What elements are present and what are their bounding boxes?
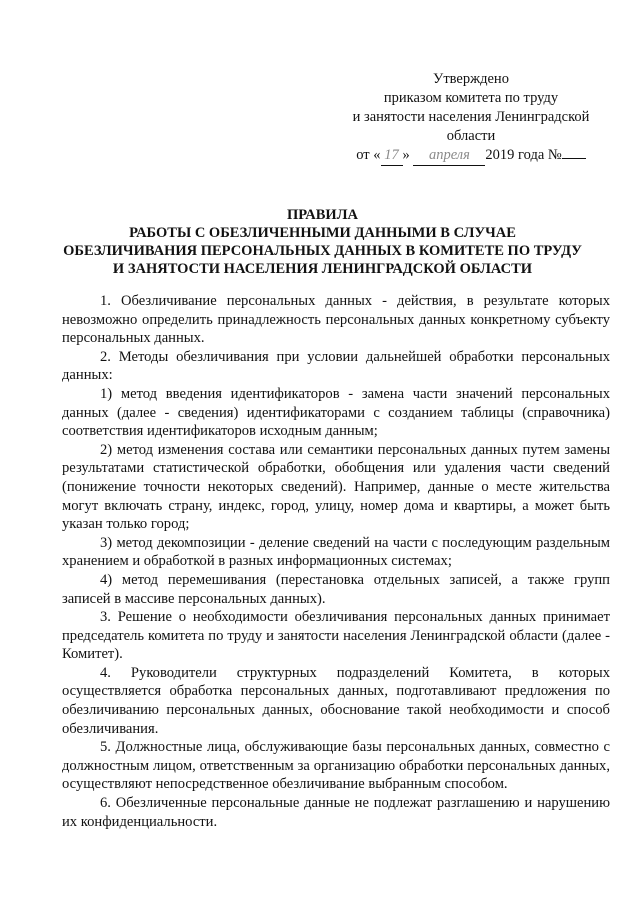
approval-block — [346, 70, 596, 166]
paragraph: 4) метод перемешивания (перестановка отдельных записей, а также групп записей в массиве персональных данных). — [62, 571, 610, 607]
approval-line: приказом комитета по труду — [383, 90, 559, 106]
date-prefix: от « — [356, 147, 381, 163]
approval-line: Утверждено — [433, 71, 509, 87]
paragraph: 3) метод декомпозиции - деление сведений на части с последующим раздельным хранением и обработкой в разных информационных системах; — [62, 534, 610, 570]
paragraph: 6. Обезличенные персональные данные не подлежат разглашению и нарушению их конфиденциальности. — [62, 795, 610, 830]
title-line: ОБЕЗЛИЧИВАНИЯ ПЕРСОНАЛЬНЫХ ДАННЫХ В КОМИТЕТЕ ПО ТРУДУ — [63, 243, 582, 259]
document-title — [50, 206, 595, 278]
paragraph: 1) метод введения идентификаторов - замена части значений персональных данных (далее - сведения) идентификаторами с созданием таблицы (справочника) соответствия идентификаторов исходным данным; — [62, 385, 610, 440]
order-date-line — [346, 146, 596, 166]
order-number — [562, 158, 586, 159]
document-body — [62, 292, 610, 831]
approval-line: и занятости населения Ленинградской — [352, 109, 590, 125]
title-line: И ЗАНЯТОСТИ НАСЕЛЕНИЯ ЛЕНИНГРАДСКОЙ ОБЛАСТИ — [112, 261, 533, 277]
order-month: апреля — [413, 146, 485, 166]
paragraph: 2) метод изменения состава или семантики персональных данных путем замены результатами статистической обработки, обобщения или удаления части сведений (понижение точности некоторых сведений). Например, данные о месте жительства могут включать страну, индекс, город, улицу, номер дома и квартиры, а может быть указан только город; — [62, 441, 610, 533]
title-line: РАБОТЫ С ОБЕЗЛИЧЕННЫМИ ДАННЫМИ В СЛУЧАЕ — [129, 225, 516, 241]
paragraph: 3. Решение о необходимости обезличивания персональных данных принимает председатель комитета по труду и занятости населения Ленинградской области (далее - Комитет). — [62, 609, 610, 663]
order-year: 2019 года № — [485, 147, 562, 163]
paragraph: 1. Обезличивание персональных данных - действия, в результате которых невозможно определить принадлежность персональных данных конкретному субъекту персональных данных. — [62, 293, 610, 347]
approval-line: области — [446, 128, 496, 144]
date-mid: » — [402, 147, 410, 163]
paragraph: 2. Методы обезличивания при условии дальнейшей обработки персональных данных: — [62, 348, 610, 384]
paragraph: 4. Руководители структурных подразделений Комитета, в которых осуществляется обработка персональных данных, подготавливают предложения по обезличиванию персональных данных, обоснование такой необходимости и способ обезличивания. — [62, 664, 610, 737]
title-line: ПРАВИЛА — [287, 207, 358, 223]
order-day: 17 — [381, 146, 403, 166]
paragraph: 5. Должностные лица, обслуживающие базы персональных данных, совместно с должностным лицом, ответственным за организацию обработки персональных данных, осуществляют непосредственное обезличивание выбранным способом. — [62, 739, 610, 793]
